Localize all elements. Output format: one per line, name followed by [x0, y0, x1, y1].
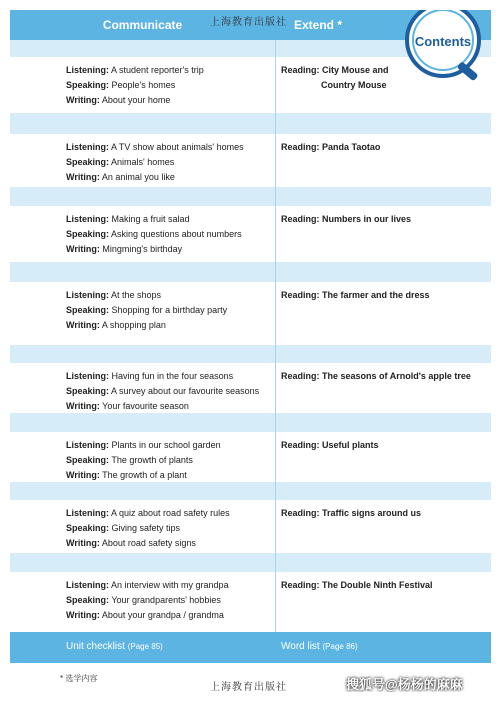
contents-page: [10, 10, 491, 692]
extend-cell: Reading: Numbers in our lives: [281, 214, 412, 224]
writing-line: Writing: A shopping plan: [66, 320, 166, 330]
listening-line: Listening: An interview with my grandpa: [66, 580, 229, 590]
writing-text: The growth of a plant: [102, 470, 187, 480]
reading-text: The Double Ninth Festival: [322, 580, 433, 590]
writing-line: Writing: About your home: [66, 95, 171, 105]
communicate-cell: [66, 63, 272, 108]
writing-line: Writing: An animal you like: [66, 172, 175, 182]
communicate-cell: [66, 212, 272, 257]
header-communicate: Communicate: [102, 18, 183, 32]
column-divider: [275, 40, 276, 663]
speaking-line: Speaking: Your grandparents' hobbies: [66, 595, 221, 605]
extend-cell: Reading: Useful plants: [281, 440, 379, 450]
speaking-text: Asking questions about numbers: [111, 229, 242, 239]
reading-text: The seasons of Arnold's apple tree: [322, 371, 471, 381]
communicate-cell: [66, 506, 272, 551]
speaking-text: The growth of plants: [111, 455, 193, 465]
writing-line: Writing: Your favourite season: [66, 401, 189, 411]
writing-text: Mingming's birthday: [102, 244, 183, 254]
speaking-line: Speaking: Shopping for a birthday party: [66, 305, 228, 315]
listening-text: An interview with my grandpa: [111, 580, 229, 590]
communicate-cell: [66, 369, 272, 414]
writing-text: A shopping plan: [101, 320, 166, 330]
listening-text: Having fun in the four seasons: [111, 371, 234, 381]
reading-text: Useful plants: [322, 440, 379, 450]
band: [10, 187, 491, 206]
reading-text: Panda Taotao: [322, 142, 381, 152]
extend-cell: Reading: The farmer and the dress: [281, 290, 430, 300]
header-extend: Extend *: [294, 18, 343, 32]
writing-line: Writing: Mingming's birthday: [66, 244, 183, 254]
listening-text: A quiz about road safety rules: [111, 508, 230, 518]
band: [10, 345, 491, 363]
publisher-bottom: 上海教育出版社: [210, 682, 287, 692]
reading-text: The farmer and the dress: [322, 290, 430, 300]
writing-text: About your home: [101, 95, 171, 105]
writing-text: About road safety signs: [101, 538, 196, 548]
watermark: 搜狐号@杨杨的麻麻: [346, 677, 463, 692]
unit-checklist: Unit checklist (Page 85): [66, 641, 163, 652]
communicate-cell: [66, 140, 272, 185]
extend-cell: Reading: City Mouse and Country Mouse: [281, 63, 486, 93]
listening-line: Listening: Plants in our school garden: [66, 440, 221, 450]
communicate-cell: [66, 438, 272, 483]
band: [10, 413, 491, 432]
listening-line: Listening: A TV show about animals' homes: [66, 142, 244, 152]
writing-text: About your grandpa / grandma: [101, 610, 224, 620]
band: [10, 482, 491, 500]
listening-line: Listening: Making a fruit salad: [66, 214, 190, 224]
writing-text: Your favourite season: [102, 401, 189, 411]
footer-bar: [10, 632, 491, 663]
listening-text: A student reporter's trip: [111, 65, 204, 75]
speaking-line: Speaking: Giving safety tips: [66, 523, 181, 533]
communicate-cell: [66, 288, 272, 333]
speaking-text: Your grandparents' hobbies: [111, 595, 221, 605]
listening-line: Listening: A student reporter's trip: [66, 65, 204, 75]
extend-cell: Reading: Traffic signs around us: [281, 508, 422, 518]
listening-text: At the shops: [111, 290, 162, 300]
band: [10, 113, 491, 134]
band: [10, 262, 491, 282]
reading-text: City Mouse and: [322, 65, 389, 75]
reading-text: Traffic signs around us: [322, 508, 422, 518]
contents-badge-icon: [402, 10, 484, 84]
listening-line: Listening: A quiz about road safety rules: [66, 508, 230, 518]
speaking-line: Speaking: A survey about our favourite seasons: [66, 386, 260, 396]
speaking-line: Speaking: Asking questions about numbers: [66, 229, 242, 239]
extend-cell: Reading: The Double Ninth Festival: [281, 580, 433, 590]
reading-text-2: Country Mouse: [321, 80, 387, 90]
listening-line: Listening: At the shops: [66, 290, 162, 300]
listening-text: A TV show about animals' homes: [111, 142, 244, 152]
speaking-line: Speaking: People's homes: [66, 80, 176, 90]
writing-text: An animal you like: [101, 172, 175, 182]
band: [10, 553, 491, 572]
extend-cell: Reading: Panda Taotao: [281, 142, 381, 152]
optional-note: * 选学内容: [60, 674, 98, 683]
publisher-top: 上海教育出版社: [210, 17, 287, 28]
speaking-text: Giving safety tips: [111, 523, 181, 533]
speaking-line: Speaking: Animals' homes: [66, 157, 175, 167]
listening-text: Plants in our school garden: [111, 440, 221, 450]
speaking-line: Speaking: The growth of plants: [66, 455, 193, 465]
communicate-cell: [66, 578, 272, 623]
speaking-text: People's homes: [111, 80, 176, 90]
writing-line: Writing: The growth of a plant: [66, 470, 187, 480]
listening-text: Making a fruit salad: [111, 214, 190, 224]
listening-line: Listening: Having fun in the four seasons: [66, 371, 234, 381]
writing-line: Writing: About your grandpa / grandma: [66, 610, 224, 620]
extend-cell: Reading: The seasons of Arnold's apple tree: [281, 371, 471, 381]
word-list: Word list (Page 86): [281, 641, 358, 652]
reading-text: Numbers in our lives: [322, 214, 412, 224]
badge-label: Contents: [414, 34, 472, 49]
speaking-text: Animals' homes: [111, 157, 175, 167]
speaking-text: A survey about our favourite seasons: [111, 386, 260, 396]
writing-line: Writing: About road safety signs: [66, 538, 196, 548]
speaking-text: Shopping for a birthday party: [111, 305, 228, 315]
